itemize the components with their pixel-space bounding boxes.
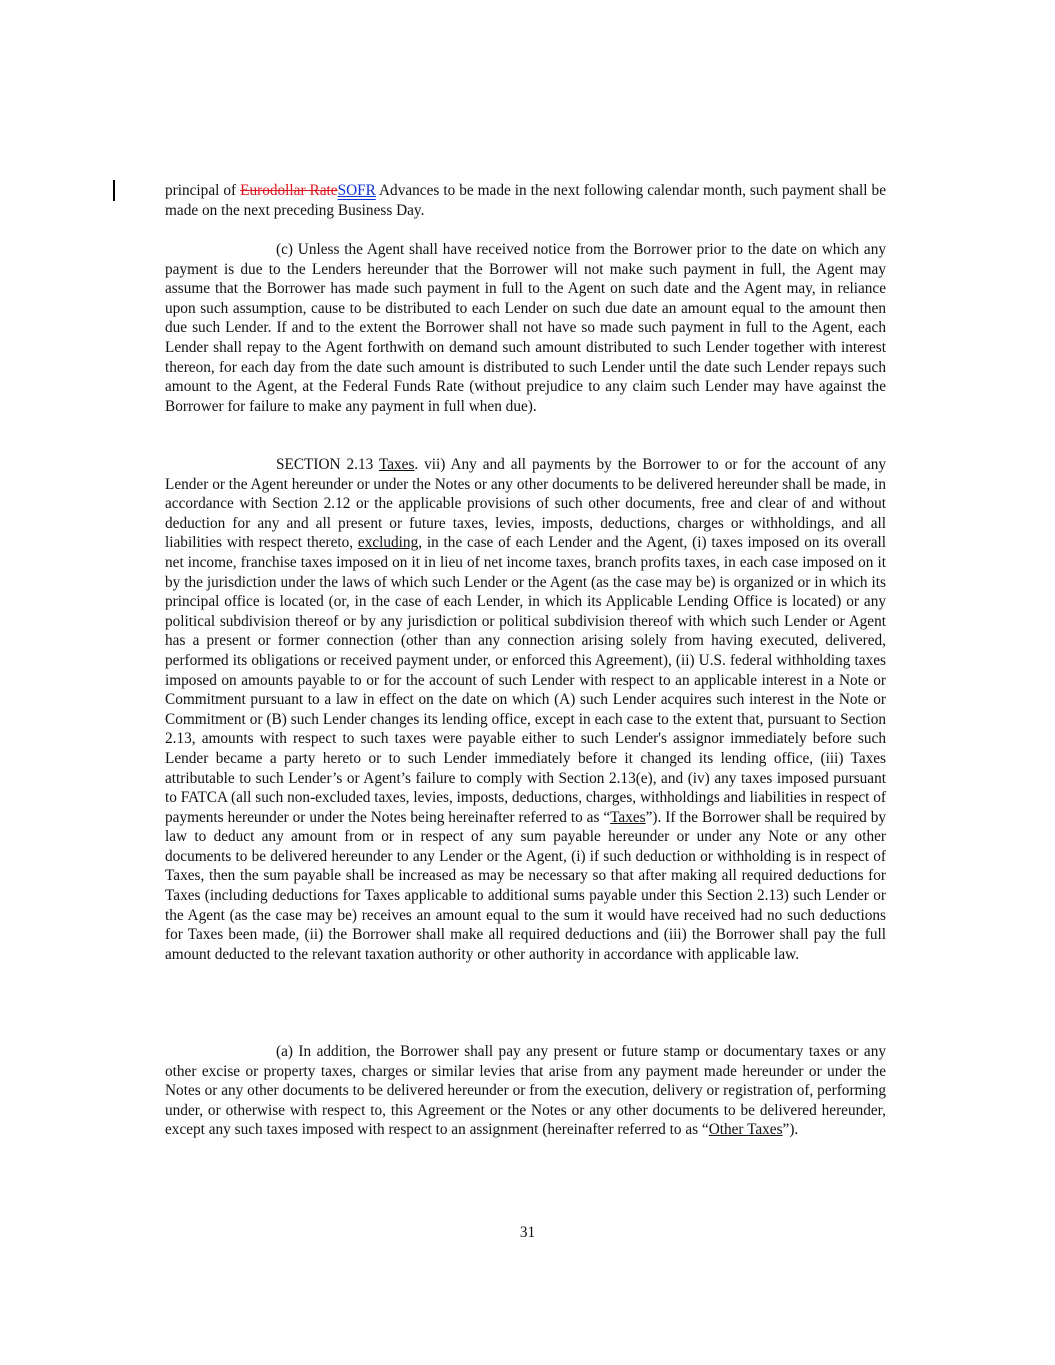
text-run: (a) In addition, the Borrower shall pay any present or future stamp or documentary taxes or any other excise or property taxes, charges or similar levies that arise from any payment made hereunder or under the Notes or any other documents to be delivered hereunder or from the execution, delivery or registration of, performing under, or otherwise with respect to, this Agreement or the Notes or any other documents to be delivered hereunder, except any such taxes imposed with respect to an assignment (hereinafter referred to as “ <box>165 1043 886 1139</box>
text-run: ”). <box>782 1121 799 1139</box>
paragraph-a <box>165 1042 886 1140</box>
text-run: Advances to be made in the next following calendar month, such payment shall be made on the next preceding Business Day. <box>165 182 886 219</box>
paragraph-c: (c) Unless the Agent shall have received notice from the Borrower prior to the date on which any payment is due to the Lenders hereunder that the Borrower will not make such payment in full, the Agent may assume that the Borrower has made such payment in full to the Agent on such date and the Agent may, in reliance upon such assumption, cause to be distributed to each Lender on such due date an amount equal to the amount then due such Lender. If and to the extent the Borrower shall not have so made such payment in full to the Agent, each Lender shall repay to the Agent forthwith on demand such amount distributed to such Lender together with interest thereon, for each day from the date such amount is distributed to such Lender until the date such Lender repays such amount to the Agent, at the Federal Funds Rate (without prejudice to any claim such Lender may have against the Borrower for failure to make any payment in full when due). <box>165 241 886 415</box>
section-2-13-taxes <box>165 455 886 964</box>
text-run: , in the case of each Lender and the Agent, (i) taxes imposed on its overall net income, franchise taxes imposed on it in lieu of net income taxes, branch profits taxes, in each case imposed on it by the jurisdiction under the laws of which such Lender or the Agent (as the case may be) is organized or in which its principal office is located (or, in the case of each Lender, in which its Applicable Lending Office is located) or any political subdivision thereof or by any jurisdiction or political subdivision thereof with which such Lender or Agent has a present or former connection (other than any connection arising solely from having executed, delivered, performed its obligations or received payment under, or enforced this Agreement), (ii) U.S. federal withholding taxes imposed on amounts payable to or for the account of such Lender with respect to an applicable interest in a Note or Commitment pursuant to a law in effect on the date on which (A) such Lender acquires such interest in the Note or Commitment or (B) such Lender changes its lending office, except in each case to the extent that, pursuant to Section 2.13, amounts with respect to such taxes were payable either to such Lender's assignor immediately before such Lender became a party hereto or to such Lender immediately before it changed its lending office, (iii) Taxes attributable to such Lender’s or Agent’s failure to comply with Section 2.13(e), and (iv) any taxes imposed pursuant to FATCA (all such non-excluded taxes, levies, imposts, deductions, charges, withholdings and liabilities in respect of payments hereunder or under the Notes being hereinafter referred to as “ <box>165 534 886 826</box>
section-title: Taxes <box>378 456 415 473</box>
section-heading: SECTION 2.13 <box>276 456 379 473</box>
text-run: ”). If the Borrower shall be required by law to deduct any amount from or in respect of any sum payable hereunder or under any Note or any other documents to be delivered hereunder to any Lender or the Agent, (i) if such deduction or withholding is in respect of Taxes, then the sum payable shall be increased as may be necessary so that after making all required deductions for Taxes (including deductions for Taxes applicable to additional sums payable under this Section 2.13) such Lender or the Agent (as the case may be) receives an amount equal to the sum it would have received had no such deductions for Taxes been made, (ii) the Borrower shall make all required deductions and (iii) the Borrower shall pay the full amount deducted to the relevant taxation authority or other authority in accordance with applicable law. <box>165 808 886 963</box>
defined-term-taxes: Taxes <box>610 808 646 826</box>
revision-change-bar <box>113 180 115 201</box>
deleted-text: Eurodollar Rate <box>240 182 338 199</box>
text-run: principal of <box>165 182 241 199</box>
text-run: . vii) Any and all payments by the Borrower to or for the account of any Lender or the Agent hereunder or under the Notes or any other documents to be delivered hereunder shall be made, in accordance with Section 2.12 or the applicable provisions of such other documents, free and clear of and without deduction for any and all present or future taxes, levies, imposts, deductions, charges or withholdings, and all liabilities with respect thereto, <box>165 456 887 552</box>
defined-term-other-taxes: Other Taxes <box>708 1121 783 1139</box>
page-number: 31 <box>519 1224 536 1241</box>
paragraph-continuation <box>165 181 886 220</box>
inserted-text: SOFR <box>337 182 376 199</box>
excluding-term: excluding <box>357 534 419 552</box>
